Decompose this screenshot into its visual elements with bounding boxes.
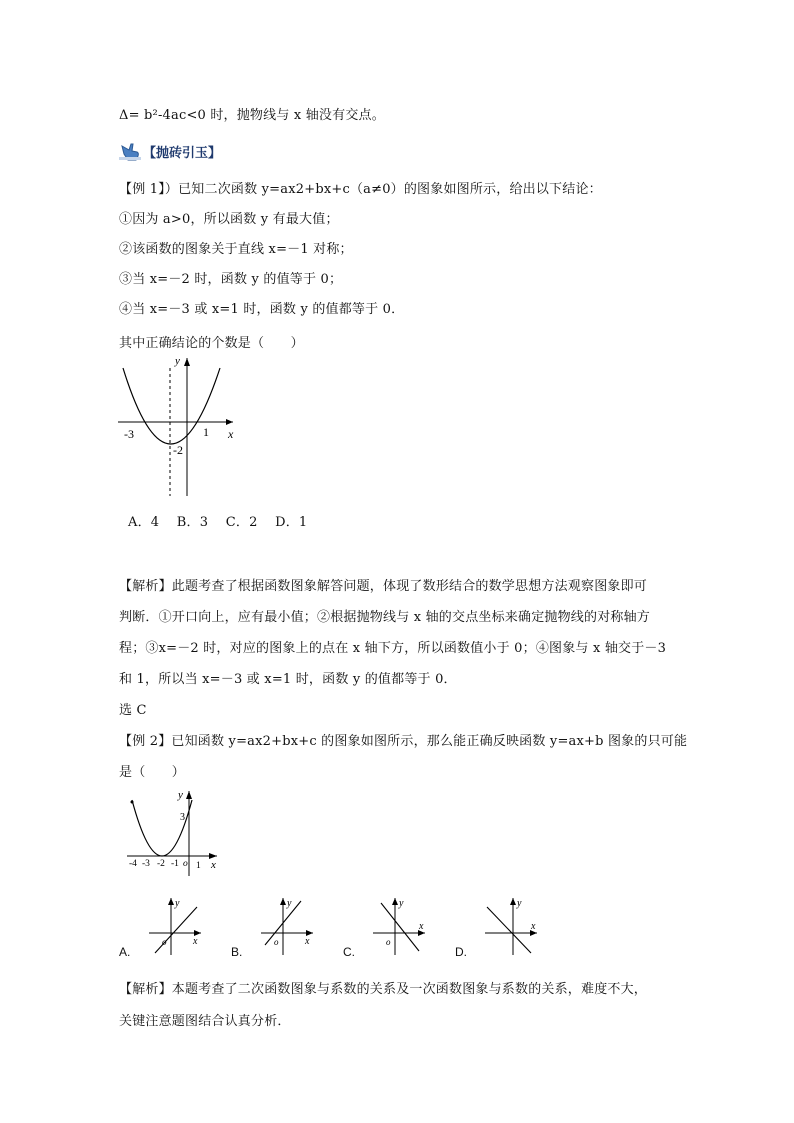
example1-analysis-2: 判断．①开口向上，应有最小值；②根据抛物线与 x 轴的交点坐标来确定抛物线的对称轴方 <box>119 610 650 625</box>
example1-question: 其中正确结论的个数是（ ） <box>119 336 304 351</box>
intro-line: Δ= b²-4ac<0 时，抛物线与 x 轴没有交点。 <box>119 108 385 123</box>
svg-text:y: y <box>399 898 404 909</box>
y-axis-arrow <box>184 358 190 366</box>
option-d-graph <box>483 895 543 957</box>
svg-text:y: y <box>287 898 292 909</box>
example1-analysis-4: 和 1，所以当 x=－3 或 x=1 时，函数 y 的值都等于 0． <box>119 672 457 687</box>
example1-answer: 选 C <box>119 703 147 718</box>
example1-analysis-1: 【解析】此题考查了根据函数图象解答问题，体现了数形结合的数学思想方法观察图象即可 <box>119 579 648 594</box>
svg-text:o: o <box>162 937 167 947</box>
x-axis-arrow <box>226 419 233 425</box>
graph2-tick-neg4: -4 <box>129 859 137 869</box>
graph2-x-label: x <box>211 859 216 871</box>
section-title: 【抛砖引玉】 <box>143 145 222 161</box>
example1-title: 【例 1】）已知二次函数 y=ax2+bx+c（a≠0）的图象如图所示，给出以下结论： <box>119 182 602 197</box>
example1-parabola-graph <box>115 350 245 500</box>
option-b-letter: B. <box>231 945 243 959</box>
option-b-graph <box>259 895 319 957</box>
option-a-graph <box>147 895 207 957</box>
example1-item-4: ④当 x=－3 或 x=1 时，函数 y 的值都等于 0． <box>119 302 405 317</box>
svg-text:y: y <box>517 898 522 909</box>
example2-title-2: 是（ ） <box>119 765 186 780</box>
graph1-x-label: x <box>228 427 234 441</box>
graph2-tick-neg2: -2 <box>157 859 165 869</box>
example2-analysis-1: 【解析】本题考查了二次函数图象与系数的关系及一次函数图象与系数的关系，难度不大， <box>119 982 648 997</box>
option-d-letter: D. <box>455 945 467 959</box>
option-a-letter: A. <box>119 945 131 959</box>
svg-text:o: o <box>386 937 391 947</box>
option-c-graph <box>371 895 431 957</box>
graph2-tick-neg3: -3 <box>142 859 150 869</box>
graph1-label-neg3: -3 <box>124 427 134 441</box>
graph1-label-neg2: -2 <box>173 443 183 457</box>
pointing-hand-icon <box>119 140 141 162</box>
svg-text:x: x <box>531 921 536 932</box>
option-d-line <box>487 907 531 953</box>
graph2-tick-1: 1 <box>196 861 201 871</box>
option-c-letter: C. <box>343 945 355 959</box>
example2-parabola-graph <box>122 786 222 878</box>
parabola-endpoint <box>131 801 134 804</box>
svg-text:y: y <box>175 898 180 909</box>
example2-title-1: 【例 2】已知函数 y=ax2+bx+c 的图象如图所示，那么能正确反映函数 y=ax+b 图象的只可能 <box>119 734 688 749</box>
svg-text:x: x <box>419 921 424 932</box>
example1-item-2: ②该函数的图象关于直线 x=－1 对称； <box>119 242 353 257</box>
parabola-curve <box>132 800 192 856</box>
section-heading <box>119 139 221 163</box>
graph1-label-1: 1 <box>203 425 209 439</box>
example1-options: A．4 B．3 C．2 D．1 <box>128 515 308 530</box>
example2-analysis-2: 关键注意题图结合认真分析． <box>119 1014 291 1029</box>
example1-analysis-3: 程；③x=－2 时，对应的图象上的点在 x 轴下方，所以函数值小于 0；④图象与 x 轴交于－3 <box>119 641 667 656</box>
graph1-y-label: y <box>175 355 180 367</box>
example1-item-1: ①因为 a>0，所以函数 y 有最大值； <box>119 212 339 227</box>
graph2-tick-neg1: -1 <box>171 859 179 869</box>
example1-item-3: ③当 x=－2 时，函数 y 的值等于 0； <box>119 272 343 287</box>
svg-text:x: x <box>305 936 310 947</box>
graph2-y-label: y <box>178 789 183 801</box>
svg-text:x: x <box>193 936 198 947</box>
svg-text:o: o <box>274 937 279 947</box>
graph2-label-3: 3 <box>180 812 185 823</box>
y-axis-arrow <box>186 791 192 799</box>
graph2-origin: o <box>183 859 188 869</box>
